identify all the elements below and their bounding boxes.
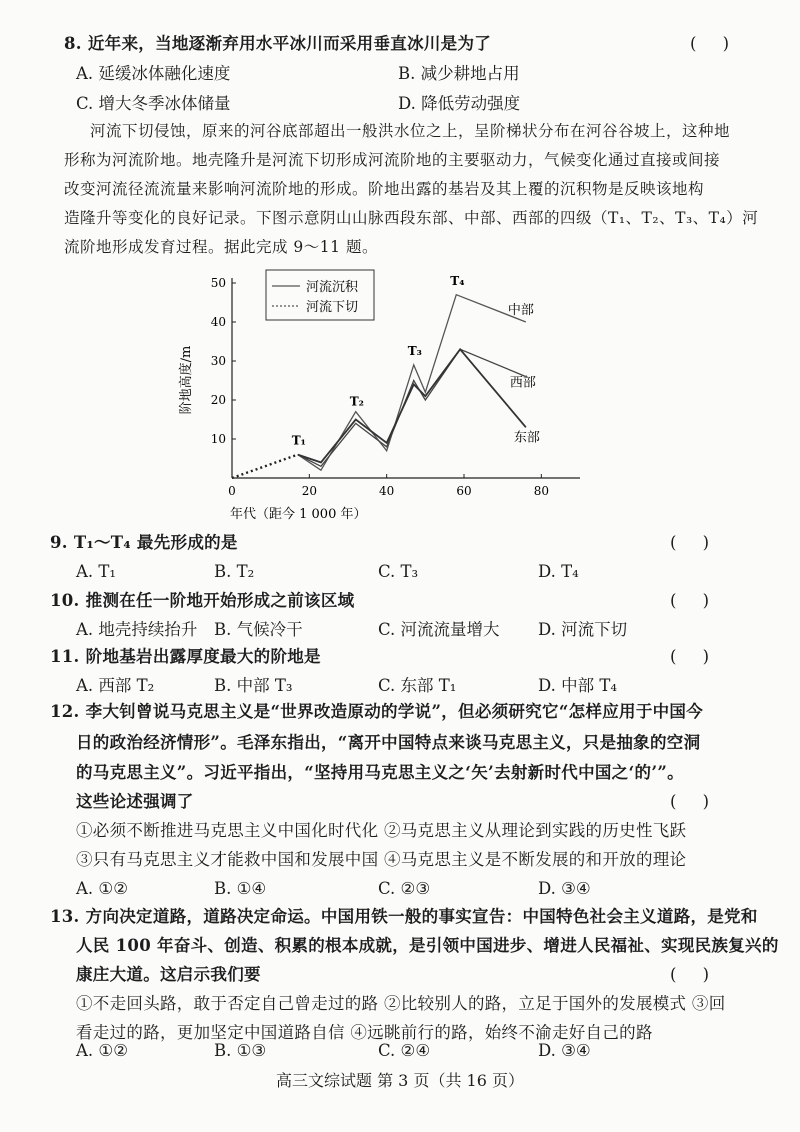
y-tick-label: 40 <box>210 315 226 329</box>
passage-line-5: 流阶地形成发育过程。据此完成 9～11 题。 <box>64 238 378 256</box>
q8-option-a: A. 延缓冰体融化速度 <box>76 64 231 83</box>
x-tick-label: 60 <box>456 484 472 498</box>
q8-option-d: D. 降低劳动强度 <box>398 94 521 113</box>
q13-option-c: C. ②④ <box>378 1041 431 1060</box>
terrace-chart <box>160 268 600 528</box>
x-tick-label: 80 <box>533 484 549 498</box>
q11-option-a: A. 西部 T₂ <box>76 676 155 695</box>
x-tick-label: 40 <box>379 484 395 498</box>
y-tick-label: 20 <box>210 393 226 407</box>
series-label-2: 东部 <box>513 430 540 446</box>
q9-option-b: B. T₂ <box>214 562 255 581</box>
series-label-0: 中部 <box>507 303 534 318</box>
q13-item-line-1: ①不走回头路，敢于否定自己曾走过的路 ②比较别人的路，立足于国外的发展模式 ③回 <box>76 994 726 1013</box>
q8-option-c: C. 增大冬季冰体储量 <box>76 94 231 113</box>
chart-series-group <box>232 295 526 478</box>
q8-stem: 8. 近年来，当地逐渐弃用水平冰川而采用垂直冰川是为了 <box>64 34 492 53</box>
q12-stem-line-4: 这些论述强调了 <box>76 792 194 811</box>
page-footer: 高三文综试题 第 3 页（共 16 页） <box>276 1071 524 1090</box>
q11-option-d: D. 中部 T₄ <box>538 676 617 695</box>
q12-item-line-2: ③只有马克思主义才能救中国和发展中国 ④马克思主义是不断发展的和开放的理论 <box>76 850 687 869</box>
chart-x-axis-label: 年代（距今 1 000 年） <box>230 507 367 522</box>
q13-answer-paren: ( ) <box>670 965 710 984</box>
q10-option-d: D. 河流下切 <box>538 620 628 639</box>
q12-stem-line-3: 的马克思主义”。习近平指出，“坚持用马克思主义之‘矢’去射新时代中国之‘的’”。 <box>76 763 684 782</box>
q8-answer-paren: ( ) <box>690 34 730 53</box>
q12-stem-line-1: 12. 李大钊曾说马克思主义是“世界改造原动的学说”，但必须研究它“怎样应用于中国今 <box>50 702 704 721</box>
q10-answer-paren: ( ) <box>670 591 710 610</box>
q13-stem-line-2: 人民 100 年奋斗、创造、积累的根本成就，是引领中国进步、增进人民福祉、实现民族复兴的 <box>76 936 779 955</box>
q9-option-c: C. T₃ <box>378 562 419 581</box>
q13-stem-line-1: 13. 方向决定道路，道路决定命运。中国用铁一般的事实宣告：中国特色社会主义道路，是党和 <box>50 907 758 926</box>
y-tick-label: 10 <box>210 432 226 446</box>
terrace-label-2: T₃ <box>407 344 422 358</box>
q9-option-a: A. T₁ <box>76 562 117 581</box>
q11-option-b: B. 中部 T₃ <box>214 676 293 695</box>
passage-line-3: 改变河流径流流量来影响河流阶地的形成。阶地出露的基岩及其上覆的沉积物是反映该地构 <box>64 180 705 198</box>
q12-answer-paren: ( ) <box>670 792 710 811</box>
series-line-0 <box>298 295 526 471</box>
terrace-label-0: T₁ <box>291 433 306 448</box>
legend-incision-label: 河流下切 <box>306 300 359 315</box>
q10-option-a: A. 地壳持续抬升 <box>76 620 198 639</box>
passage-line-1: 河流下切侵蚀，原来的河谷底部超出一般洪水位之上，呈阶梯状分布在河谷谷坡上，这种地 <box>90 122 731 140</box>
y-tick-label: 50 <box>210 276 226 290</box>
series-label-1: 西部 <box>509 375 536 391</box>
chart-legend <box>266 270 374 320</box>
q8-option-b: B. 减少耕地占用 <box>398 64 520 83</box>
terrace-label-3: T₄ <box>450 273 465 288</box>
q13-option-d: D. ③④ <box>538 1041 591 1060</box>
q9-stem: 9. T₁～T₄ 最先形成的是 <box>50 533 238 552</box>
series-line-2 <box>298 349 526 462</box>
q11-stem: 11. 阶地基岩出露厚度最大的阶地是 <box>50 647 321 666</box>
q10-option-c: C. 河流流量增大 <box>378 620 500 639</box>
q12-option-a: A. ①② <box>76 879 128 898</box>
shared-incision-segment <box>232 455 298 478</box>
q12-stem-line-2: 日的政治经济情形”。毛泽东指出，“离开中国特点来谈马克思主义，只是抽象的空洞 <box>76 733 701 752</box>
x-tick-label: 20 <box>301 484 317 498</box>
q12-option-b: B. ①④ <box>214 879 267 898</box>
q12-option-c: C. ②③ <box>378 879 431 898</box>
passage-line-2: 形称为河流阶地。地壳隆升是河流下切形成河流阶地的主要驱动力，气候变化通过直接或间接 <box>64 151 721 169</box>
q12-option-d: D. ③④ <box>538 879 591 898</box>
chart-y-axis-label: 阶地高度/m <box>179 345 194 415</box>
q13-stem-line-3: 康庄大道。这启示我们要 <box>76 965 261 984</box>
q13-option-a: A. ①② <box>76 1041 128 1060</box>
q10-option-b: B. 气候冷干 <box>214 620 303 639</box>
q13-item-line-2: 看走过的路，更加坚定中国道路自信 ④远眺前行的路，始终不渝走好自己的路 <box>76 1023 653 1042</box>
terrace-label-1: T₂ <box>349 394 364 409</box>
y-tick-label: 30 <box>210 354 226 368</box>
legend-deposition-label: 河流沉积 <box>306 280 359 295</box>
passage-line-4: 造隆升等变化的良好记录。下图示意阴山山脉西段东部、中部、西部的四级（T₁、T₂、T₃、T₄）河 <box>64 209 759 227</box>
q11-answer-paren: ( ) <box>670 647 710 666</box>
q9-option-d: D. T₄ <box>538 562 579 581</box>
x-tick-label: 0 <box>228 484 236 498</box>
q13-option-b: B. ①③ <box>214 1041 267 1060</box>
q10-stem: 10. 推测在任一阶地开始形成之前该区域 <box>50 591 355 610</box>
q9-answer-paren: ( ) <box>670 533 710 552</box>
q12-item-line-1: ①必须不断推进马克思主义中国化时代化 ②马克思主义从理论到实践的历史性飞跃 <box>76 821 687 840</box>
q11-option-c: C. 东部 T₁ <box>378 676 457 695</box>
